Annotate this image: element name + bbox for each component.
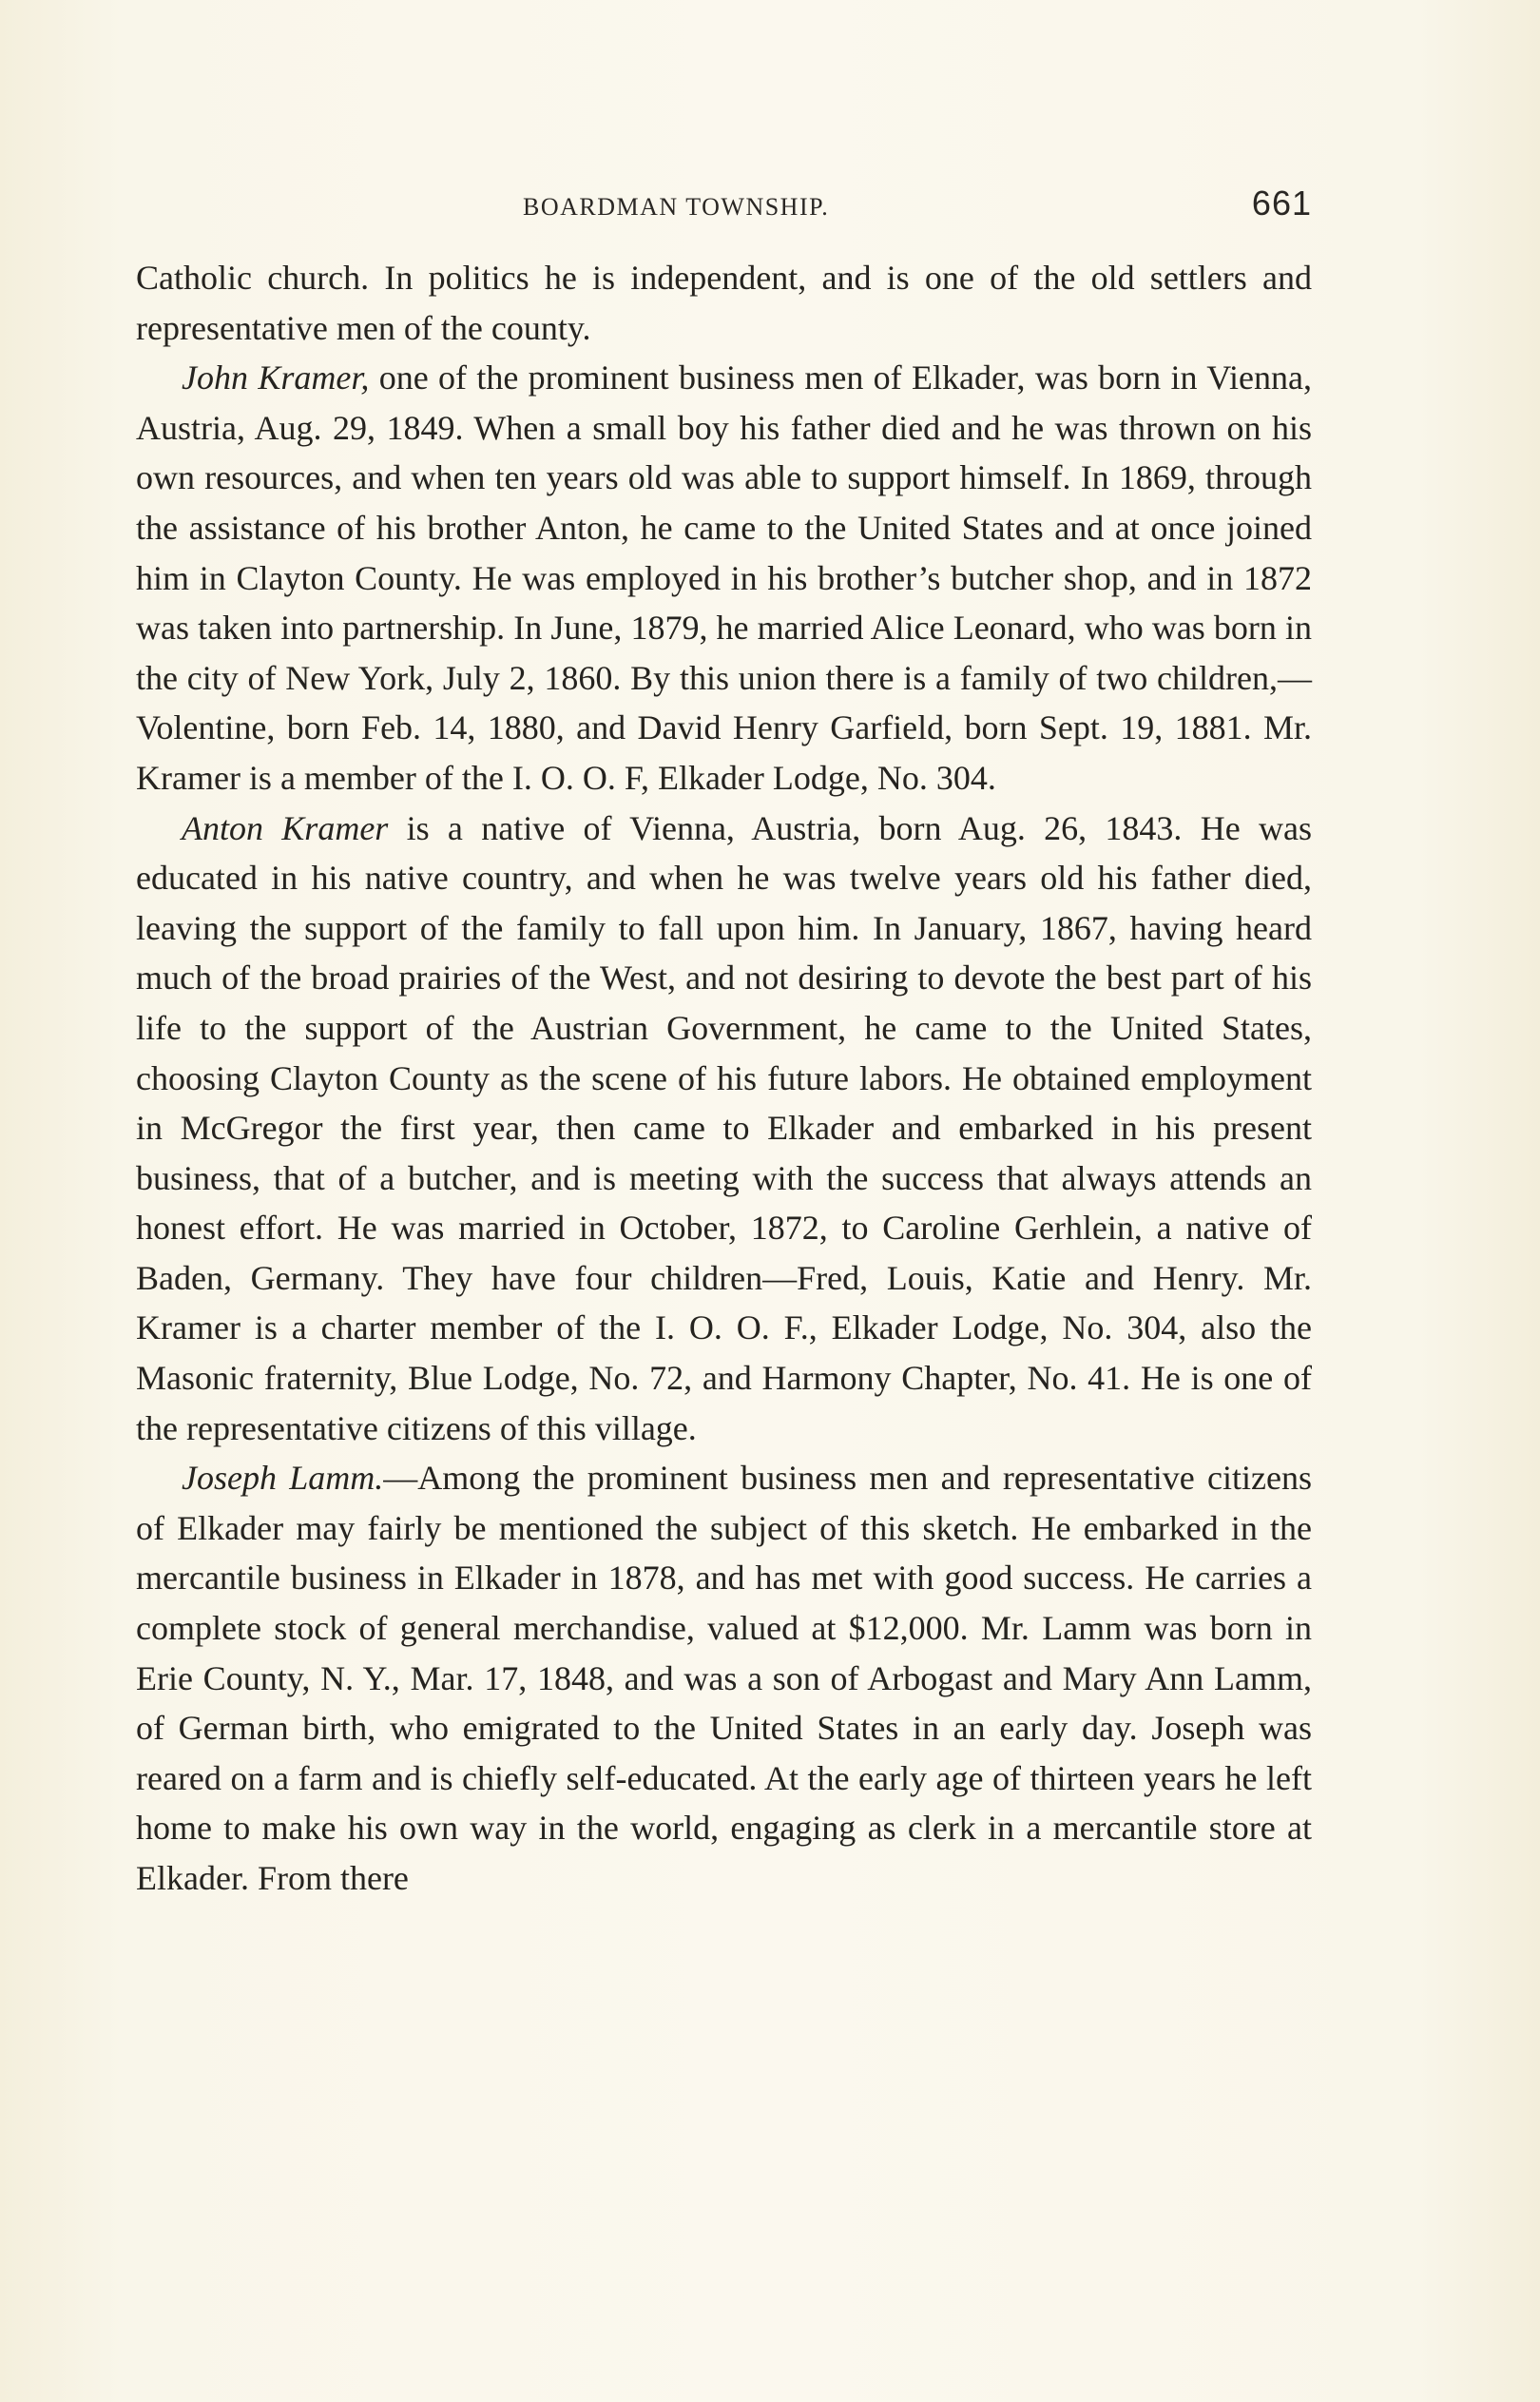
paragraph-text: one of the prominent business men of Elkader, was born in Vienna, Austria, Aug. 29, 1849. When a small boy his father died and he was thrown on his own resources, and when ten years old was able to support himself. In 1869, through the assistance of his brother Anton, he came to the United States and at once joined him in Clayton County. He was employed in his brother’s butcher shop, and in 1872 was taken into partnership. In June, 1879, he married Alice Leonard, who was born in the city of New York, July 2, 1860. By this union there is a family of two children,—Volentine, born Feb. 14, 1880, and David Henry Garfield, born Sept. 19, 1881. Mr. Kramer is a member of the I. O. O. F, Elkader Lodge, No. 304. — [136, 358, 1312, 797]
subject-name: Anton Kramer — [182, 808, 389, 847]
paragraph-text: —Among the prominent business men and representative citizens of Elkader may fairly be mentioned the subject of this sketch. He embarked in the mercantile business in Elkader in 1878, and has met with good success. He carries a complete stock of general merchandise, valued at $12,000. Mr. Lamm was born in Erie County, N. Y., Mar. 17, 1848, and was a son of Arbogast and Mary Ann Lamm, of German birth, who emigrated to the United States in an early day. Joseph was reared on a farm and is chiefly self-educated. At the early age of thirteen years he left home to make his own way in the world, engaging as clerk in a mercantile store at Elkader. From there — [136, 1459, 1312, 1897]
paragraph-text: Catholic church. In politics he is independent, and is one of the old settlers and representative men of the county. — [136, 259, 1312, 347]
body-text — [136, 253, 1312, 1904]
subject-name: Joseph Lamm. — [182, 1459, 384, 1498]
paragraph-joseph-lamm — [136, 1453, 1312, 1903]
paragraph-anton-kramer — [136, 804, 1312, 1454]
subject-name: John Kramer, — [182, 358, 370, 397]
paragraph-john-kramer — [136, 353, 1312, 803]
page-number: 661 — [1251, 184, 1312, 223]
paragraph-text: is a native of Vienna, Austria, born Aug. 26, 1843. He was educated in his native country, and when he was twelve years old his father died, leaving the support of the family to fall upon him. In January, 1867, having heard much of the broad prairies of the West, and not desiring to devote the best part of his life to the support of the Austrian Government, he came to the United States, choosing Clayton County as the scene of his future labors. He obtained employment in McGregor the first year, then came to Elkader and embarked in his present business, that of a butcher, and is meeting with the success that always attends an honest effort. He was married in October, 1872, to Caroline Gerhlein, a native of Baden, Germany. They have four children—Fred, Louis, Katie and Henry. Mr. Kramer is a charter member of the I. O. O. F., Elkader Lodge, No. 304, also the Masonic fraternity, Blue Lodge, No. 72, and Harmony Chapter, No. 41. He is one of the representative citizens of this village. — [136, 808, 1313, 1447]
page-header — [181, 184, 1312, 235]
paragraph-catholic-church — [136, 253, 1312, 353]
running-title: BOARDMAN TOWNSHIP. — [523, 193, 830, 221]
